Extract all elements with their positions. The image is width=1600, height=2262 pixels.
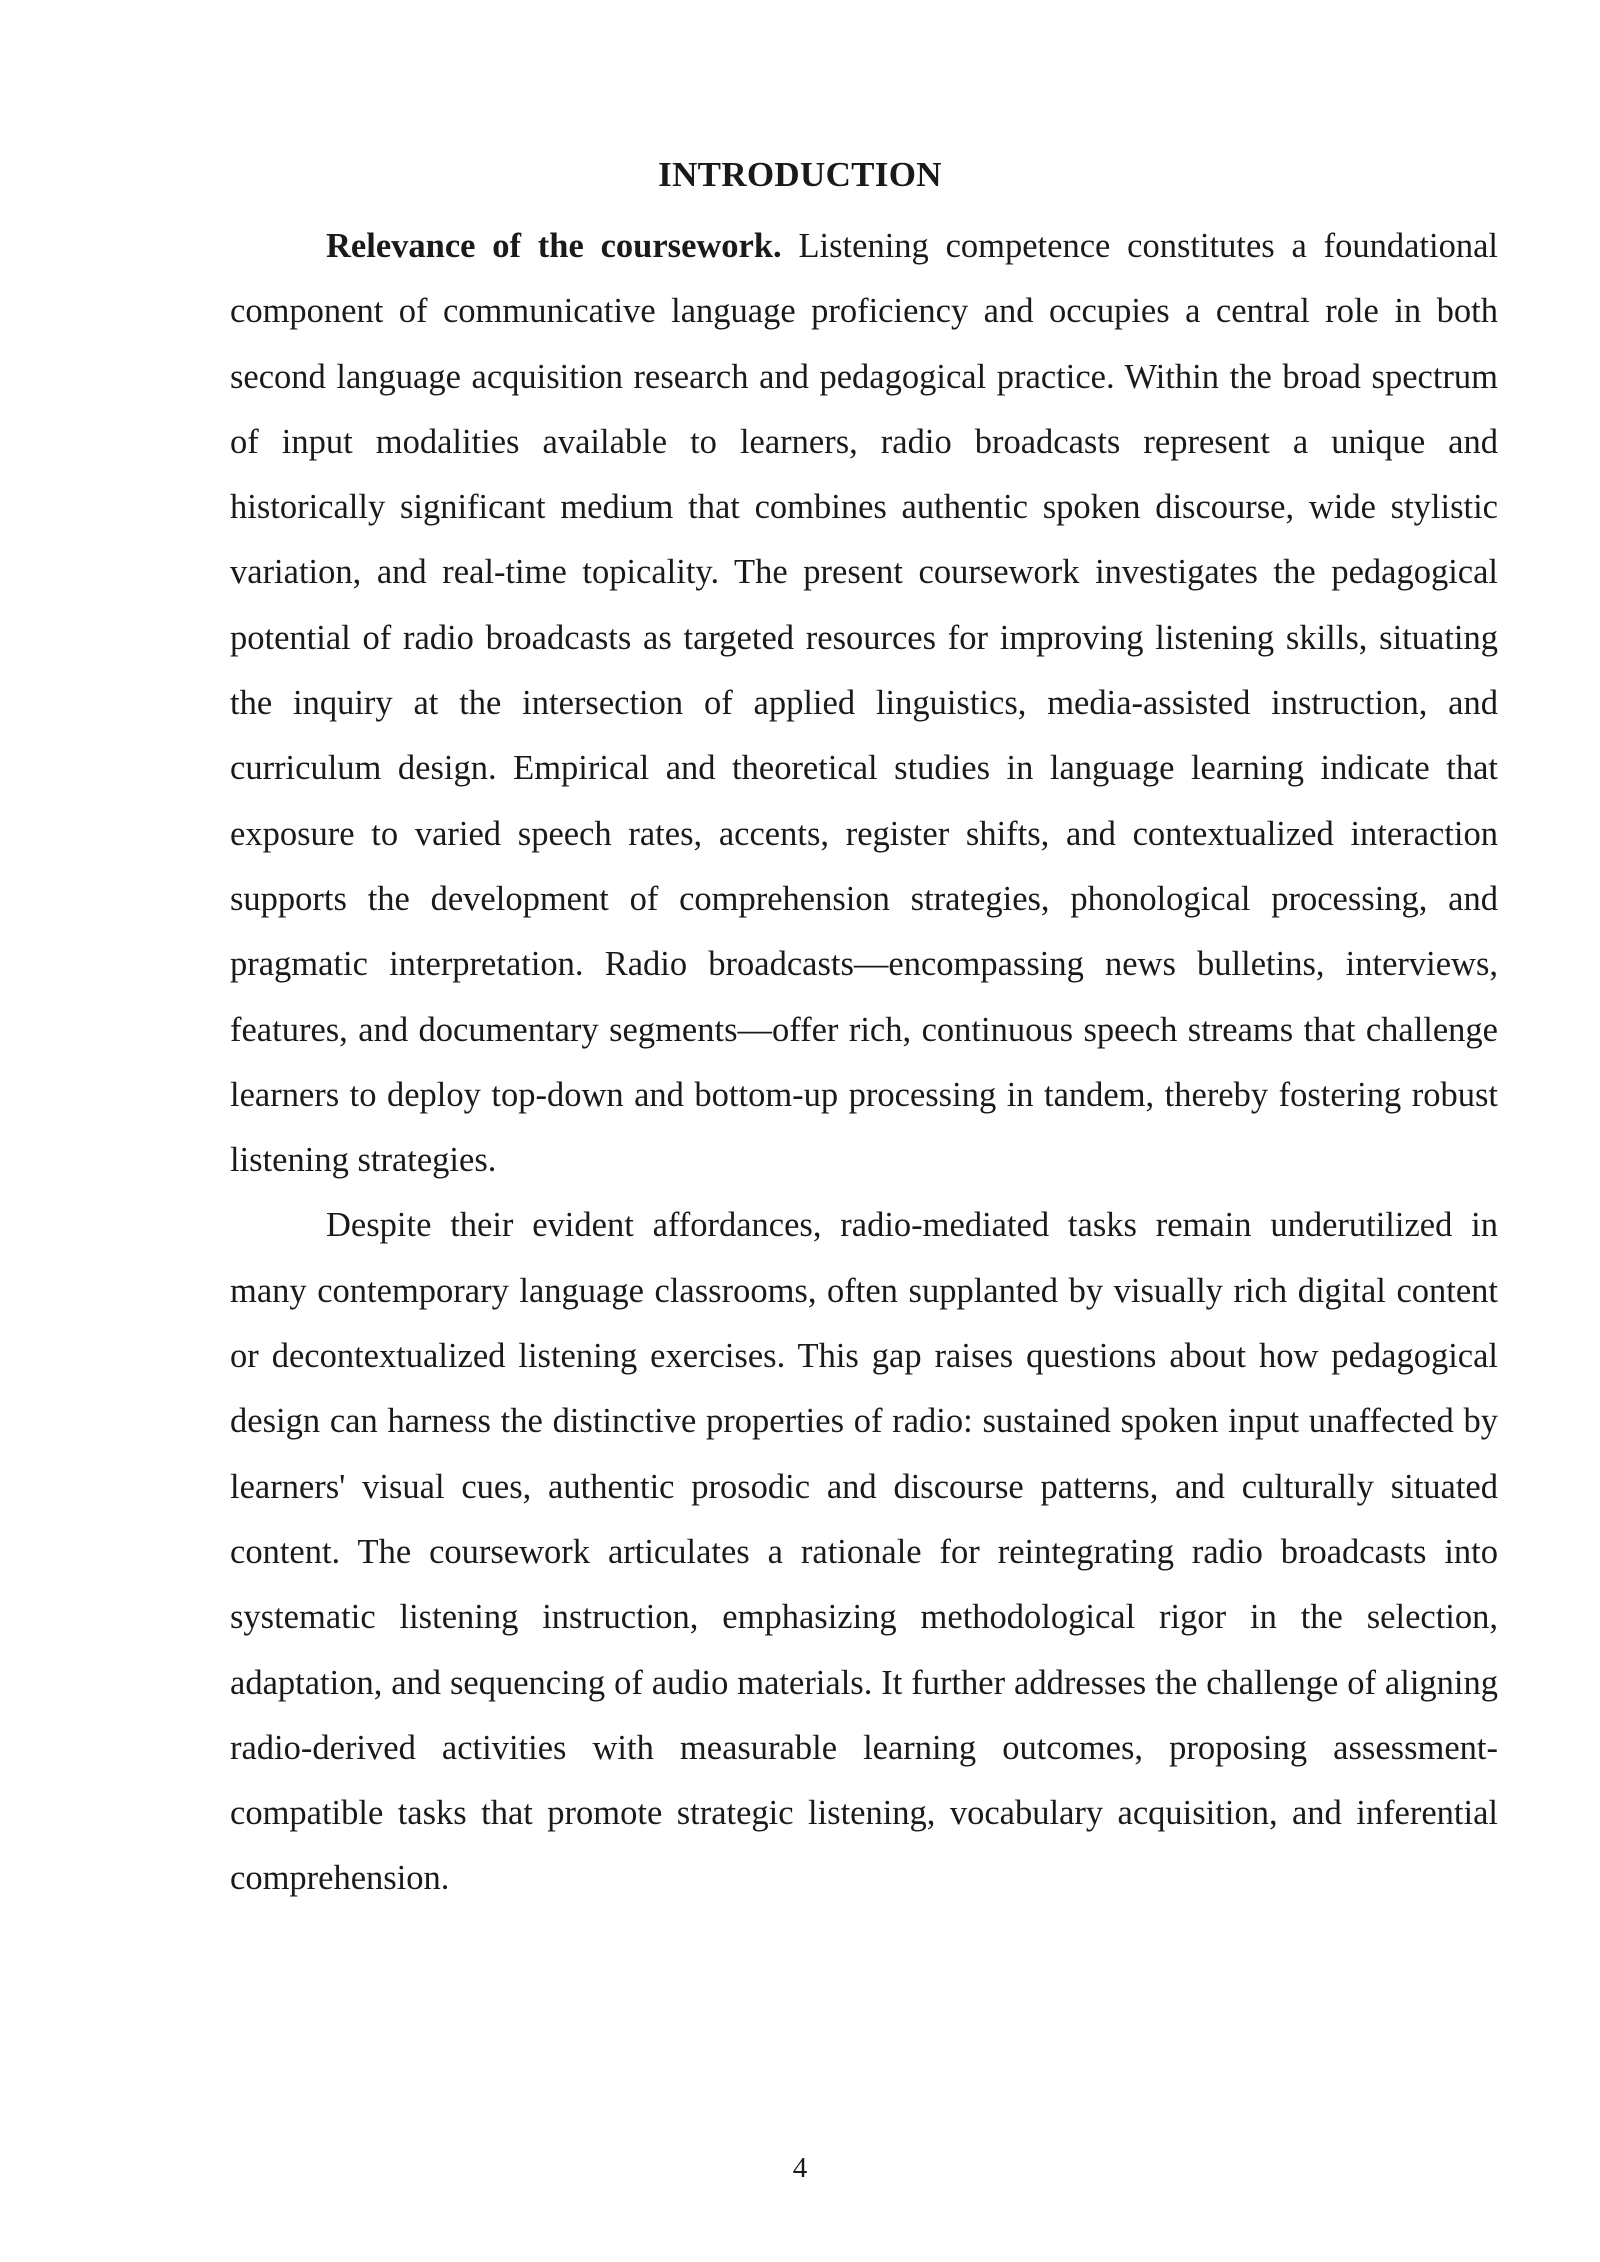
paragraph-affordances: Despite their evident affordances, radio-mediated tasks remain underutilized in many contemporary language classrooms, often supplanted by visually rich digital content or decontextualized listening exercises. This gap raises questions about how pedagogical design can harness the distinctive properties of radio: sustained spoken input unaffected by learners' visual cues, authentic prosodic and discourse patterns, and culturally situated content. The coursework articulates a rationale for reintegrating radio broadcasts into systematic listening instruction, emphasizing methodological rigor in the selection, adaptation, and sequencing of audio materials. It further addresses the challenge of aligning radio-derived activities with measurable learning outcomes, proposing assessment-compatible tasks that promote strategic listening, vocabulary acquisition, and inferential comprehension. (230, 1206, 1498, 1898)
section-heading: INTRODUCTION (658, 155, 942, 194)
body-text (230, 214, 1498, 1912)
page-number: 4 (792, 2152, 808, 2184)
paragraph-text: Listening competence constitutes a foundational component of communicative language proficiency and occupies a central role in both second language acquisition research and pedagogical practice. Within the broad spectrum of input modalities available to learners, radio broadcasts represent a unique and historically significant medium that combines authentic spoken discourse, wide stylistic variation, and real-time topicality. The present coursework investigates the pedagogical potential of radio broadcasts as targeted resources for improving listening skills, situating the inquiry at the intersection of applied linguistics, media-assisted instruction, and curriculum design. Empirical and theoretical studies in language learning indicate that exposure to varied speech rates, accents, register shifts, and contextualized interaction supports the development of comprehension strategies, phonological processing, and pragmatic interpretation. Radio broadcasts—encompassing news bulletins, interviews, features, and documentary segments—offer rich, continuous speech streams that challenge learners to deploy top-down and bottom-up processing in tandem, thereby fostering robust listening strategies. (230, 227, 1498, 1180)
paragraph-lead: Relevance of the coursework. (326, 227, 782, 265)
paragraph-relevance (230, 214, 1498, 1193)
